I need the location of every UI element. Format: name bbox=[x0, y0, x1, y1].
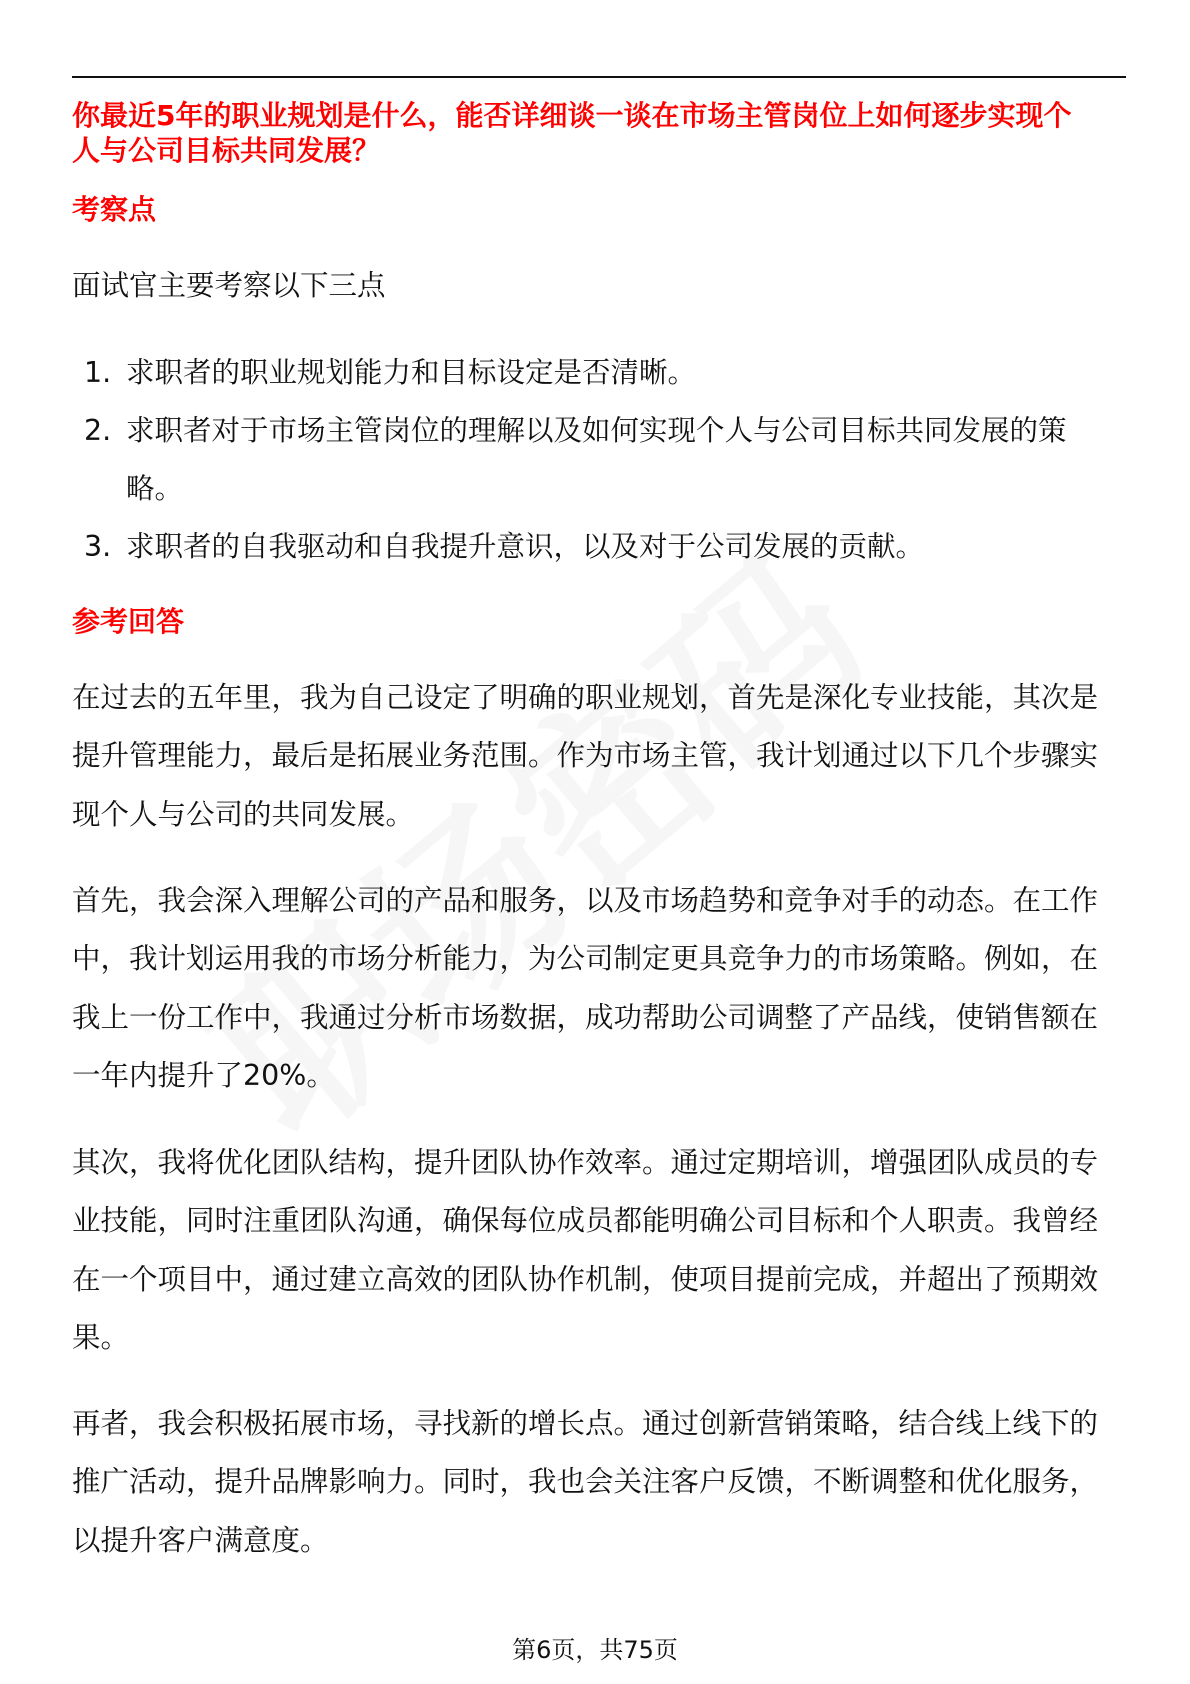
intro-text: 面试官主要考察以下三点 bbox=[72, 269, 386, 302]
list-text: 略。 bbox=[126, 472, 184, 505]
text-line: 以提升客户满意度。 bbox=[72, 1523, 329, 1557]
text-line: 中，我计划运用我的市场分析能力，为公司制定更具竞争力的市场策略。例如，在 bbox=[72, 942, 1099, 976]
list-item bbox=[84, 402, 1067, 518]
text-line: 业技能，同时注重团队沟通，确保每位成员都能明确公司目标和个人职责。我曾经 bbox=[72, 1204, 1099, 1238]
list-text: 求职者对于市场主管岗位的理解以及如何实现个人与公司目标共同发展的策 bbox=[126, 414, 1067, 447]
text-line: 我上一份工作中，我通过分析市场数据，成功帮助公司调整了产品线，使销售额在 bbox=[72, 1000, 1099, 1034]
text-line: 在一个项目中，通过建立高效的团队协作机制，使项目提前完成，并超出了预期效 bbox=[72, 1262, 1099, 1296]
text-line: 推广活动，提升品牌影响力。同时，我也会关注客户反馈，不断调整和优化服务， bbox=[72, 1465, 1099, 1499]
title-line: 你最近5年的职业规划是什么，能否详细谈一谈在市场主管岗位上如何逐步实现个 bbox=[72, 99, 1072, 132]
section-heading-answer: 参考回答 bbox=[72, 605, 185, 638]
text-line: 再者，我会积极拓展市场，寻找新的增长点。通过创新营销策略，结合线上线下的 bbox=[72, 1407, 1099, 1440]
list-number: 2. bbox=[84, 414, 112, 447]
answer-paragraph bbox=[72, 669, 1098, 844]
text-line: 现个人与公司的共同发展。 bbox=[72, 797, 415, 831]
list-number: 1. bbox=[84, 356, 112, 389]
text-line: 果。 bbox=[72, 1320, 130, 1354]
top-divider bbox=[72, 76, 1126, 78]
answer-paragraph bbox=[72, 1134, 1098, 1367]
section-heading-focus: 考察点 bbox=[72, 193, 157, 226]
list-number: 3. bbox=[84, 530, 112, 563]
list-text: 求职者的职业规划能力和目标设定是否清晰。 bbox=[126, 356, 697, 389]
answer-paragraph bbox=[72, 872, 1098, 1105]
page-number: 第6页，共75页 bbox=[512, 1636, 678, 1664]
text-line: 首先，我会深入理解公司的产品和服务，以及市场趋势和竞争对手的动态。在工作 bbox=[72, 884, 1099, 917]
list-item bbox=[84, 518, 924, 576]
text-line: 在过去的五年里，我为自己设定了明确的职业规划，首先是深化专业技能，其次是 bbox=[72, 681, 1099, 714]
text-line: 其次，我将优化团队结构，提升团队协作效率。通过定期培训，增强团队成员的专 bbox=[72, 1146, 1099, 1179]
text-line: 一年内提升了20%。 bbox=[72, 1058, 335, 1092]
question-title bbox=[72, 98, 1132, 168]
list-item bbox=[84, 344, 696, 402]
answer-paragraph bbox=[72, 1395, 1098, 1570]
list-text: 求职者的自我驱动和自我提升意识，以及对于公司发展的贡献。 bbox=[126, 530, 925, 563]
title-line: 人与公司目标共同发展？ bbox=[72, 134, 381, 167]
text-line: 提升管理能力，最后是拓展业务范围。作为市场主管，我计划通过以下几个步骤实 bbox=[72, 739, 1099, 773]
